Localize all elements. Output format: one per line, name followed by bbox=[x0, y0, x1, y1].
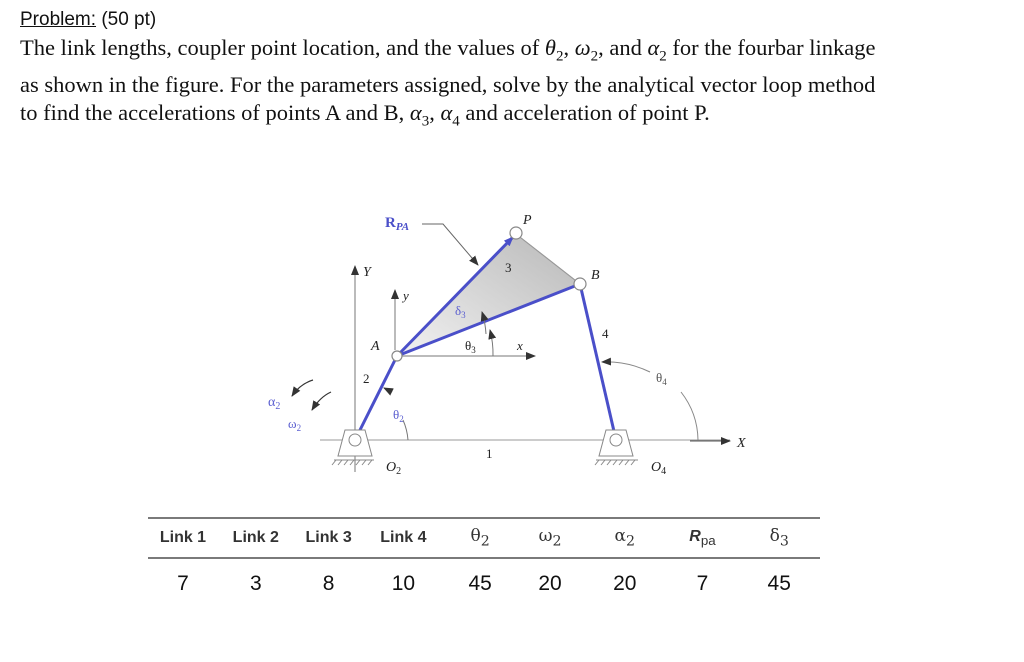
label-link-3: 3 bbox=[505, 260, 512, 275]
label-link-4: 4 bbox=[602, 326, 609, 341]
header-delta3: $\delta_3$ bbox=[769, 526, 789, 550]
alpha2-arrow bbox=[292, 380, 313, 396]
label-delta3: $\delta_3$ bbox=[455, 303, 466, 320]
value-link-4: 10 bbox=[391, 572, 416, 595]
problem-line-1: The link lengths, coupler point location, and the values of $\theta_2$, $\omega_2$, and $\alpha_2$ for the fourbar linkage bbox=[20, 35, 876, 65]
value-delta3: 45 bbox=[767, 572, 791, 595]
omega2-symbol: $\omega_2$ bbox=[574, 35, 599, 65]
header-link-2: Link 2 bbox=[232, 529, 279, 546]
alpha2-symbol: $\alpha_2$ bbox=[647, 35, 667, 65]
label-X: X bbox=[737, 436, 746, 451]
value-link-2: 3 bbox=[249, 572, 262, 595]
theta2-arc bbox=[403, 420, 408, 440]
header-rpa: $R_{pa}$ bbox=[689, 527, 716, 549]
label-theta4: $\theta_4$ bbox=[656, 370, 667, 387]
value-theta2: 45 bbox=[468, 572, 492, 595]
ground-pivot-O4 bbox=[595, 430, 638, 465]
value-omega2: 20 bbox=[538, 572, 562, 595]
problem-line-3: to find the accelerations of points A and B, $\alpha_3$, $\alpha_4$ and acceleration of point P. bbox=[20, 99, 710, 129]
header-link-1: Link 1 bbox=[159, 529, 207, 546]
label-link-1: 1 bbox=[486, 446, 493, 461]
label-P: P bbox=[523, 213, 532, 228]
header-theta2: $\theta_2$ bbox=[470, 526, 490, 550]
header-link-4: Link 4 bbox=[380, 529, 427, 546]
parameter-table bbox=[148, 517, 820, 609]
joint-A bbox=[392, 351, 402, 361]
header-omega2: $\omega_2$ bbox=[538, 526, 562, 550]
label-O4: $O_4$ bbox=[651, 460, 667, 477]
label-A: A bbox=[371, 339, 380, 354]
problem-label: Problem: bbox=[20, 9, 97, 30]
label-x: x bbox=[517, 338, 523, 353]
label-theta2: $\theta_2$ bbox=[393, 407, 404, 424]
label-Y: Y bbox=[363, 265, 371, 280]
theta4-arc-upper bbox=[602, 362, 650, 372]
header-link-3: Link 3 bbox=[305, 529, 352, 546]
header-alpha2: $\alpha_2$ bbox=[614, 526, 636, 550]
value-alpha2: 20 bbox=[613, 572, 637, 595]
label-link-2: 2 bbox=[363, 371, 370, 386]
label-B: B bbox=[591, 268, 600, 283]
theta3-arc bbox=[490, 330, 493, 356]
value-rpa: 7 bbox=[696, 572, 709, 595]
value-link-3: 8 bbox=[322, 572, 335, 595]
label-omega2: $\omega_2$ bbox=[288, 416, 302, 433]
problem-points: (50 pt) bbox=[101, 9, 157, 30]
svg-text:RPA: $R_{PA}$ bbox=[385, 215, 410, 233]
ground-pivot-O2 bbox=[332, 430, 374, 465]
table-header-row bbox=[148, 519, 820, 557]
label-alpha2: $\alpha_2$ bbox=[268, 395, 281, 412]
joint-B bbox=[574, 278, 586, 290]
alpha3-symbol: $\alpha_3$ bbox=[409, 99, 430, 129]
theta2-symbol: $\theta_2$ bbox=[544, 35, 564, 65]
link-2 bbox=[355, 356, 397, 440]
theta2-arrow bbox=[384, 388, 392, 392]
point-P bbox=[510, 227, 522, 239]
label-theta3: $\theta_3$ bbox=[465, 338, 476, 355]
omega2-arrow bbox=[312, 392, 331, 410]
table-row bbox=[148, 559, 820, 609]
label-O2: $O_2$ bbox=[386, 460, 402, 477]
label-y: y bbox=[403, 288, 409, 303]
problem-line-2: as shown in the figure. For the parameters assigned, solve by the analytical vector loop method bbox=[20, 71, 876, 97]
theta4-arc-lower bbox=[681, 392, 698, 440]
value-link-1: 7 bbox=[177, 572, 189, 595]
rpa-leader bbox=[422, 224, 478, 265]
alpha4-symbol: $\alpha_4$ bbox=[440, 99, 460, 129]
